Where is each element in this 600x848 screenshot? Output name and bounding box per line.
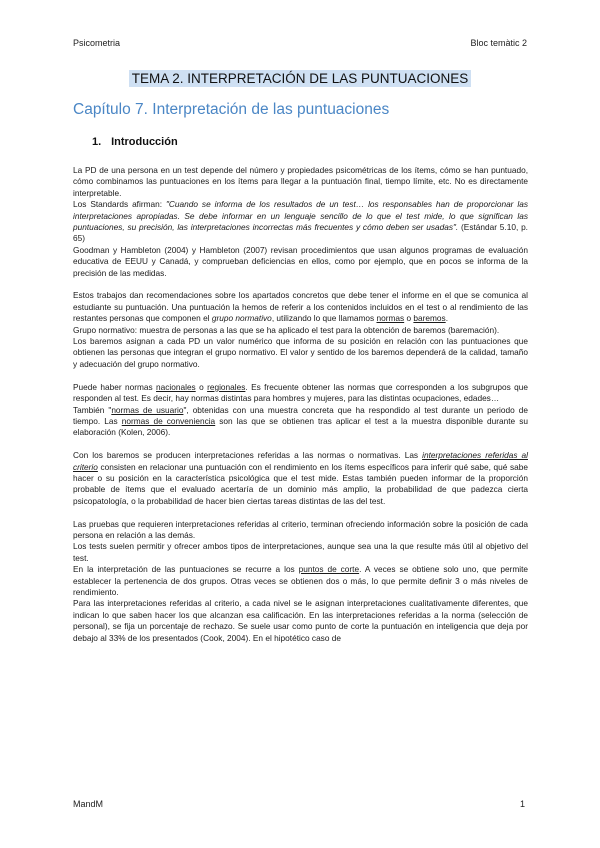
footer-author: MandM xyxy=(73,799,104,809)
paragraph: Los baremos asignan a cada PD un valor numérico que informa de su posición en relación con las puntuaciones que obtienen las personas que integran el grupo normativo. El valor y sentido de los baremos dependerá de la calidad, tamaño y adecuación del grupo normativo. xyxy=(73,336,528,369)
term-normas-de-usuario: normas de usuario xyxy=(111,404,184,415)
paragraph: Las pruebas que requieren interpretaciones referidas al criterio, terminan ofreciendo información sobre la posición de cada persona en relación a las demás. xyxy=(73,518,528,540)
header-subject: Psicometria xyxy=(73,38,121,48)
section-heading xyxy=(92,136,178,148)
page-number: 1 xyxy=(519,799,525,809)
paragraph: También "normas de usuario", obtenidas con una muestra concreta que ha respondido al test durante un periodo de tiempo. Las normas de conveniencia son las que se obtienen tras aplicar el test a la muestra disponible durante su elaboración (Kolen, 2006). xyxy=(73,404,528,438)
paragraph: Goodman y Hambleton (2004) y Hambleton (2007) revisan procedimientos que usan algunos programas de evaluación educativa de EEUU y Canadá, y comprueban deficiencias en ellos, como por ejemplo, que en pocos se informa de la precisión de las medidas. xyxy=(73,244,528,278)
page-title xyxy=(0,70,600,88)
body-text xyxy=(73,165,528,644)
page-title-text: TEMA 2. INTERPRETACIÓN DE LAS PUNTUACIONES xyxy=(129,70,472,87)
chapter-heading: Capítulo 7. Interpretación de las puntuaciones xyxy=(73,101,390,118)
paragraph: Los Standards afirman: "Cuando se informa de los resultados de un test… los responsables han de proporcionar las interpretaciones apropiadas. Se debe informar en un lenguaje sencillo de lo que el test mide, lo que significan las puntuaciones, su precisión, las interpretaciones incorrectas más frecuentes y cómo deben ser usadas". (Estándar 5.10, p. 65) xyxy=(73,199,528,244)
standards-quote: "Cuando se informa de los resultados de un test… los responsables han de proporcionar las interpretaciones apropiadas. Se debe informar en un lenguaje sencillo de lo que el test mide, lo que significan las puntuaciones, su precisión, las interpretaciones incorrectas más frecuentes y cómo deben ser usadas". xyxy=(73,199,528,233)
paragraph: Los tests suelen permitir y ofrecer ambos tipos de interpretaciones, aunque sea una la que resulte más útil al objetivo del test. xyxy=(73,541,528,563)
header-block: Bloc temàtic 2 xyxy=(470,38,527,48)
term-normas: normas xyxy=(376,313,405,324)
term-regionales: regionales xyxy=(207,381,246,392)
paragraph: Para las interpretaciones referidas al criterio, a cada nivel se le asignan interpretaciones cualitativamente diferentes, que indican lo que saben hacer los que alcanzan esa calificación. En las interpretaciones referidas a la norma (selección de personal), se fija un porcentaje de rechazo. Se suele usar como punto de corte la puntuación en inteligencia que deja por debajo al 33% de los presentados (Cook, 2004). En el hipotético caso de xyxy=(73,598,528,643)
term-normas-de-conveniencia: normas de conveniencia xyxy=(121,415,216,426)
paragraph: Grupo normativo: muestra de personas a las que se ha aplicado el test para la obtención de baremos (baremación). xyxy=(73,324,500,335)
paragraph: Estos trabajos dan recomendaciones sobre los apartados concretos que debe tener el informe en el que se comunica al estudiante su puntuación. Una puntuación la hemos de referir a los contenidos incluidos en el test o al rendimiento de las restantes personas que componen el grupo normativo, utilizando lo que llamamos normas o baremos. xyxy=(73,290,528,324)
paragraph: Con los baremos se producen interpretaciones referidas a las normas o normativas. Las interpretaciones referidas al criterio consisten en relacionar una puntuación con el rendimiento en los ítems específicos para inferir qué sabe, qué sabe hacer o su posición en la característica psicológica que el test mide. Estas también pueden informar de la proporción probable de ítems que el evaluado acertaría de un dominio más amplio, la probabilidad de que padezca cierta psicopatología, o la probabilidad de hacer bien ciertas tareas distintas de las del test. xyxy=(73,450,528,506)
term-interpretaciones-criterio: interpretaciones referidas al criterio xyxy=(73,450,528,472)
term-baremos: baremos xyxy=(413,313,446,324)
term-grupo-normativo: grupo normativo xyxy=(211,313,272,324)
paragraph: Puede haber normas nacionales o regionales. Es frecuente obtener las normas que corresponden a los subgrupos que responden al test. Es decir, hay normas distintas para hombres y mujeres, para las distintas ocupaciones, edades… xyxy=(73,381,528,404)
term-puntos-de-corte: puntos de corte xyxy=(298,564,360,575)
term-nacionales: nacionales xyxy=(156,381,196,392)
section-number: 1. xyxy=(92,136,102,148)
paragraph: La PD de una persona en un test depende del número y propiedades psicométricas de los ítems, cómo se han puntuado, cómo combinamos las puntuaciones en los ítems para llegar a la puntuación final, tiempo límite, etc. No es directamente interpretable. xyxy=(73,165,528,198)
section-label: Introducción xyxy=(111,136,178,148)
paragraph: En la interpretación de las puntuaciones se recurre a los puntos de corte. A veces se obtiene solo uno, que permite establecer la pertenencia de dos grupos. Otras veces se obtienen dos o más, lo que permite definir 3 o más niveles de rendimiento. xyxy=(73,564,528,597)
